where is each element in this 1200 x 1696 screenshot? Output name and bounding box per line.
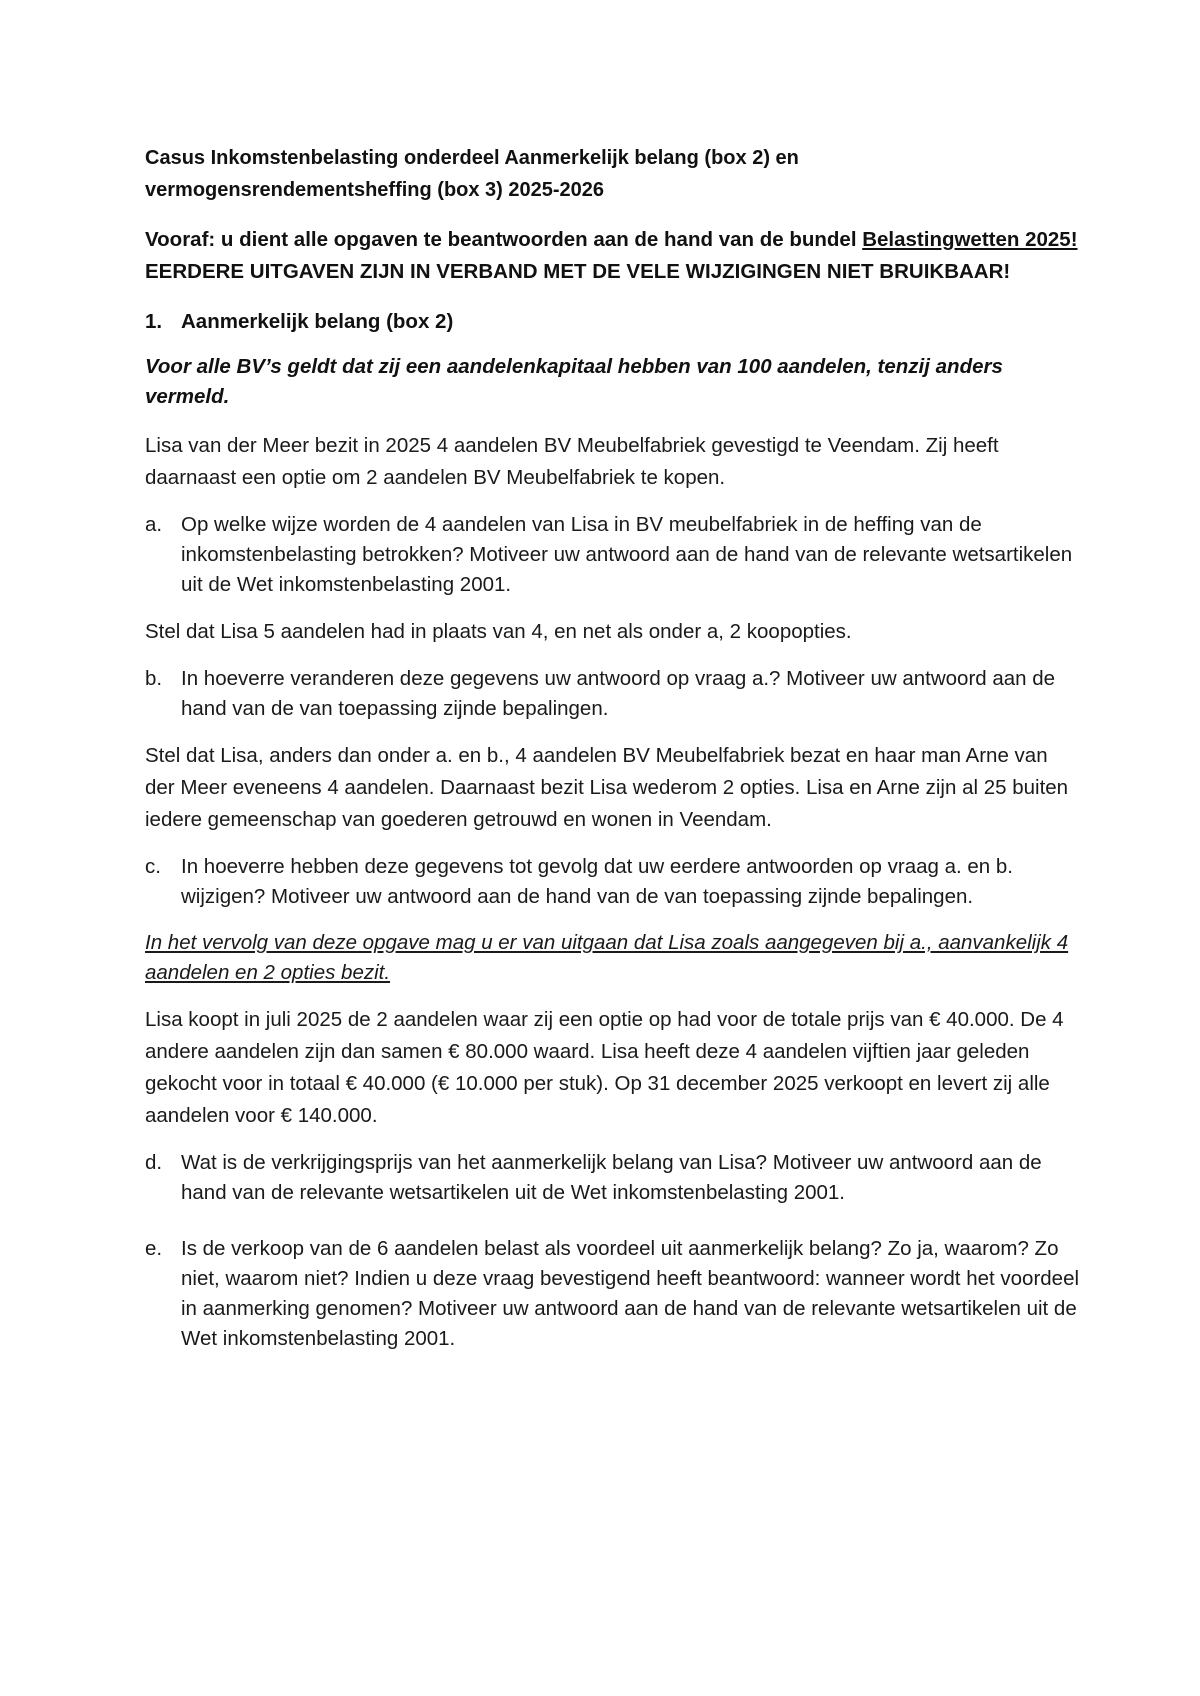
section-title: Aanmerkelijk belang (box 2) [181, 310, 454, 333]
scenario-b-paragraph: Stel dat Lisa 5 aandelen had in plaats van 4, en net als onder a, 2 koopopties. [145, 620, 852, 643]
question-e [145, 1234, 1080, 1354]
question-letter: c. [145, 855, 161, 878]
warning-paragraph [145, 224, 1080, 288]
question-text: In hoeverre veranderen deze gegevens uw antwoord op vraag a.? Motiveer uw antwoord aan de hand van de van toepassing zijnde bepalingen. [181, 667, 1056, 720]
warning-text-start: Vooraf: u dient alle opgaven te beantwoorden aan de hand van de bundel [145, 228, 863, 251]
question-letter: b. [145, 667, 163, 690]
warning-text-end: EERDERE UITGAVEN ZIJN IN VERBAND MET DE VELE WIJZIGINGEN NIET BRUIKBAAR! [145, 260, 1011, 283]
question-d [145, 1148, 1080, 1208]
intro-paragraph: Lisa van der Meer bezit in 2025 4 aandelen BV Meubelfabriek gevestigd te Veendam. Zij heeft daarnaast een optie om 2 aandelen BV Meubelfabriek te kopen. [145, 434, 999, 489]
emphasis-paragraph: Voor alle BV’s geldt dat zij een aandelenkapitaal hebben van 100 aandelen, tenzij anders vermeld. [145, 355, 1003, 408]
question-a [145, 510, 1080, 600]
underlined-note: In het vervolg van deze opgave mag u er van uitgaan dat Lisa zoals aangegeven bij a., aanvankelijk 4 aandelen en 2 opties bezit. [145, 931, 1069, 984]
warning-underlined-text: Belastingwetten 2025! [862, 228, 1078, 251]
question-letter: e. [145, 1237, 163, 1260]
question-c [145, 852, 1080, 912]
question-letter: a. [145, 513, 163, 536]
scenario-d-paragraph: Lisa koopt in juli 2025 de 2 aandelen waar zij een optie op had voor de totale prijs van € 40.000. De 4 andere aandelen zijn dan samen € 80.000 waard. Lisa heeft deze 4 aandelen vijftien jaar geleden gekocht voor in totaal € 40.000 (€ 10.000 per stuk). Op 31 december 2025 verkoopt en levert zij alle aandelen voor € 140.000. [145, 1008, 1064, 1127]
scenario-c-paragraph: Stel dat Lisa, anders dan onder a. en b., 4 aandelen BV Meubelfabriek bezat en haar man Arne van der Meer eveneens 4 aandelen. Daarnaast bezit Lisa wederom 2 opties. Lisa en Arne zijn al 25 buiten iedere gemeenschap van goederen getrouwd en wonen in Veendam. [145, 744, 1069, 831]
question-text: In hoeverre hebben deze gegevens tot gevolg dat uw eerdere antwoorden op vraag a. en b. wijzigen? Motiveer uw antwoord aan de hand van de van toepassing zijnde bepalingen. [181, 855, 1013, 908]
question-text: Wat is de verkrijgingsprijs van het aanmerkelijk belang van Lisa? Motiveer uw antwoord aan de hand van de relevante wetsartikelen uit de Wet inkomstenbelasting 2001. [181, 1151, 1042, 1204]
question-letter: d. [145, 1151, 163, 1174]
question-text: Is de verkoop van de 6 aandelen belast als voordeel uit aanmerkelijk belang? Zo ja, waarom? Zo niet, waarom niet? Indien u deze vraag bevestigend heeft beantwoord: wanneer wordt het voordeel in aanmerking genomen? Motiveer uw antwoord aan de hand van de relevante wetsartikelen uit de Wet inkomstenbelasting 2001. [181, 1237, 1080, 1350]
section-number: 1. [145, 310, 163, 333]
question-b [145, 664, 1080, 724]
document-body [145, 142, 1080, 1370]
section-heading [145, 306, 1080, 338]
document-title: Casus Inkomstenbelasting onderdeel Aanmerkelijk belang (box 2) en vermogensrendementsheffing (box 3) 2025-2026 [145, 147, 799, 201]
question-text: Op welke wijze worden de 4 aandelen van Lisa in BV meubelfabriek in de heffing van de inkomstenbelasting betrokken? Motiveer uw antwoord aan de hand van de relevante wetsartikelen uit de Wet inkomstenbelasting 2001. [181, 513, 1073, 596]
